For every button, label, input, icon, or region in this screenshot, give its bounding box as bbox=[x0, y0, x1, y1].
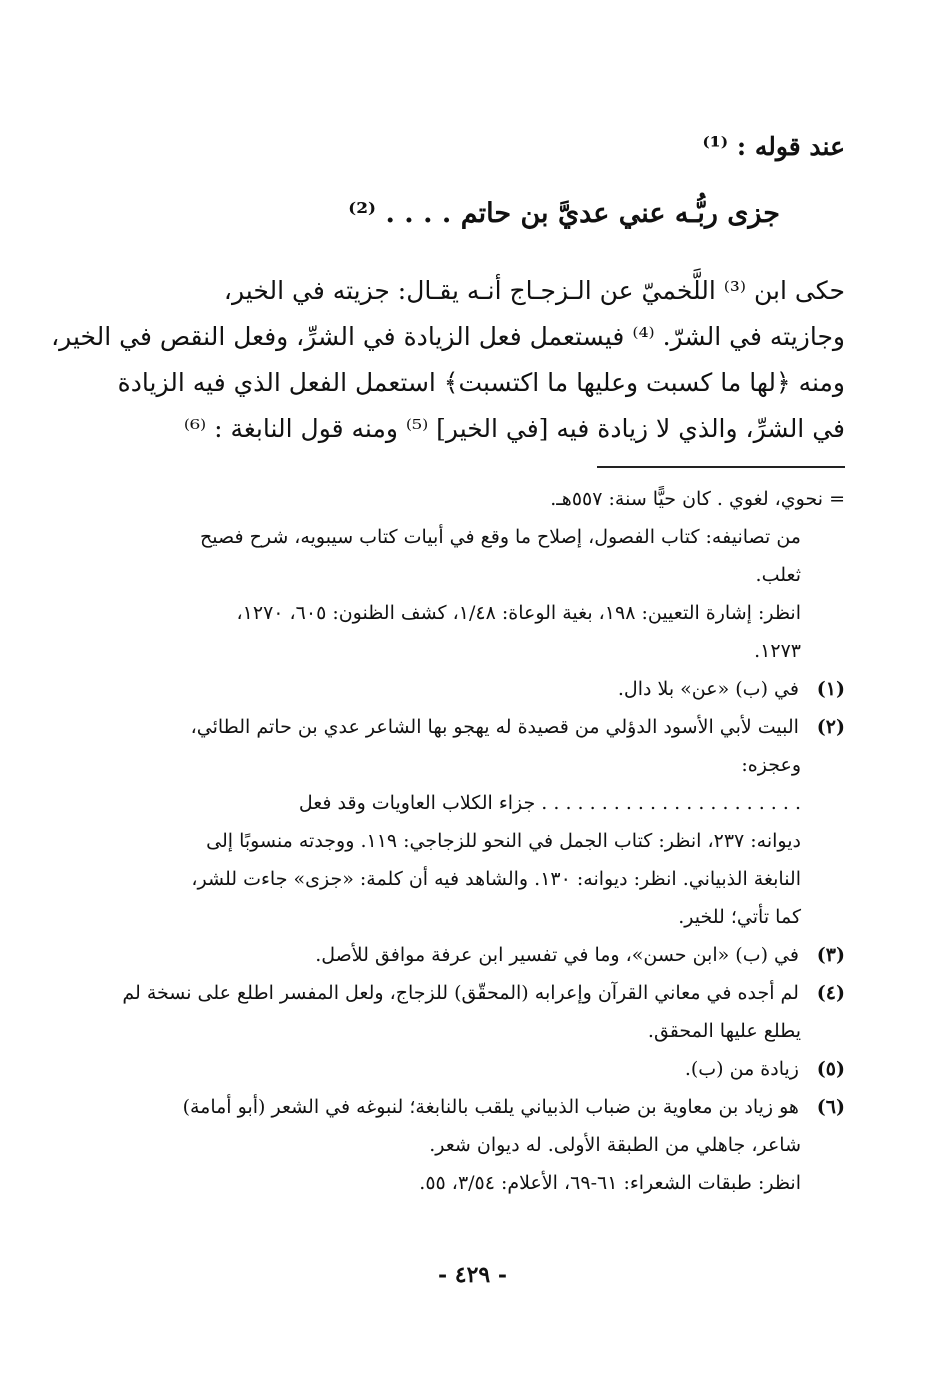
footnote-4 bbox=[122, 974, 845, 1012]
footnote-2 bbox=[137, 708, 845, 746]
main-paragraph bbox=[51, 268, 845, 452]
footnote-text-line: يطلع عليها المحقق. bbox=[647, 1020, 801, 1042]
body-line: في الشرِّ، والذي لا زيادة فيه [في الخير] ⁽⁵⁾ ومنه قول النابغة : ⁽⁶⁾ bbox=[183, 414, 845, 443]
footnote-text: هو زياد بن معاوية بن ضباب الذبياني يلقب بالنابغة؛ لنبوغه في الشعر (أبو أمامة) bbox=[182, 1096, 799, 1118]
footnote-text-line: انظر: طبقات الشعراء: ٦١-٦٩، الأعلام: ٣/٥٤، ٥٥. bbox=[419, 1172, 801, 1194]
footnote-verse-line: . . . . . . . . . . . . . . . . . . . . . . جزاء الكلاب العاويات وقد فعل bbox=[298, 792, 801, 814]
body-line: وجازيته في الشرّ. ⁽⁴⁾ فيستعمل فعل الزيادة في الشرِّ، وفعل النقص في الخير، bbox=[51, 322, 845, 351]
footnote-number: (٢) bbox=[816, 716, 845, 738]
footnote-number: (٦) bbox=[816, 1096, 845, 1118]
intro-heading: عند قوله : ⁽¹⁾ bbox=[702, 132, 845, 161]
footnote-text: في (ب) «عن» بلا دال. bbox=[617, 678, 799, 700]
footnote-number: (٣) bbox=[816, 944, 845, 966]
footnote-number: (١) bbox=[816, 678, 845, 700]
footnote-text-line: النابغة الذبياني. انظر: ديوانه: ١٣٠. والشاهد فيه أن كلمة: «جزى» جاءت للشر، bbox=[191, 868, 801, 890]
page-number: - ٤٢٩ - bbox=[437, 1262, 508, 1288]
footnote-text-line: وعجزه: bbox=[741, 754, 801, 776]
footnote-divider bbox=[597, 466, 845, 468]
footnotes bbox=[122, 480, 845, 1202]
footnote-3 bbox=[137, 936, 845, 974]
footnote-continuation-line: من تصانيفه: كتاب الفصول، إصلاح ما وقع في أبيات كتاب سيبويه، شرح فصيح bbox=[200, 526, 801, 548]
footnote-number: (٥) bbox=[816, 1058, 845, 1080]
footnote-text: لم أجده في معاني القرآن وإعرابه (المحقّق) للزجاج، ولعل المفسر اطلع على نسخة لم bbox=[122, 982, 799, 1004]
footnote-1 bbox=[137, 670, 845, 708]
body-line: حكى ابن ⁽³⁾ اللَّخميّ عن الـزجـاج أنـه يقـال: جزيته في الخير، bbox=[223, 276, 845, 305]
footnote-text: زيادة من (ب). bbox=[684, 1058, 799, 1080]
footnote-text-line: ديوانه: ٢٣٧، انظر: كتاب الجمل في النحو للزجاجي: ١١٩. ووجدته منسوبًا إلى bbox=[206, 830, 801, 852]
quoted-verse: جزى ربُّـه عني عديَّ بن حاتم . . . . ⁽²⁾ bbox=[348, 198, 780, 229]
footnote-text-line: شاعر، جاهلي من الطبقة الأولى. له ديوان شعر. bbox=[429, 1134, 801, 1156]
footnote-continuation-line: انظر: إشارة التعيين: ١٩٨، بغية الوعاة: ١/٤٨، كشف الظنون: ٦٠٥، ١٢٧٠، bbox=[236, 602, 801, 624]
footnote-text: البيت لأبي الأسود الدؤلي من قصيدة له يهجو بها الشاعر عدي بن حاتم الطائي، bbox=[190, 716, 799, 738]
footnote-5 bbox=[137, 1050, 845, 1088]
footnote-continuation-line: ١٢٧٣. bbox=[754, 640, 801, 662]
footnote-number: (٤) bbox=[816, 982, 845, 1004]
footnote-6 bbox=[137, 1088, 845, 1126]
body-line: ومنه ﴿لها ما كسبت وعليها ما اكتسبت﴾ استعمل الفعل الذي فيه الزيادة bbox=[117, 368, 845, 397]
footnote-text: في (ب) «ابن حسن»، وما في تفسير ابن عرفة موافق للأصل. bbox=[315, 944, 799, 966]
footnote-continuation-line: ثعلب. bbox=[755, 564, 801, 586]
footnote-text-line: كما تأتي؛ للخير. bbox=[678, 906, 801, 928]
footnote-continuation-line: = نحوي، لغوي . كان حيًّا سنة: ٥٥٧هـ. bbox=[550, 488, 845, 510]
